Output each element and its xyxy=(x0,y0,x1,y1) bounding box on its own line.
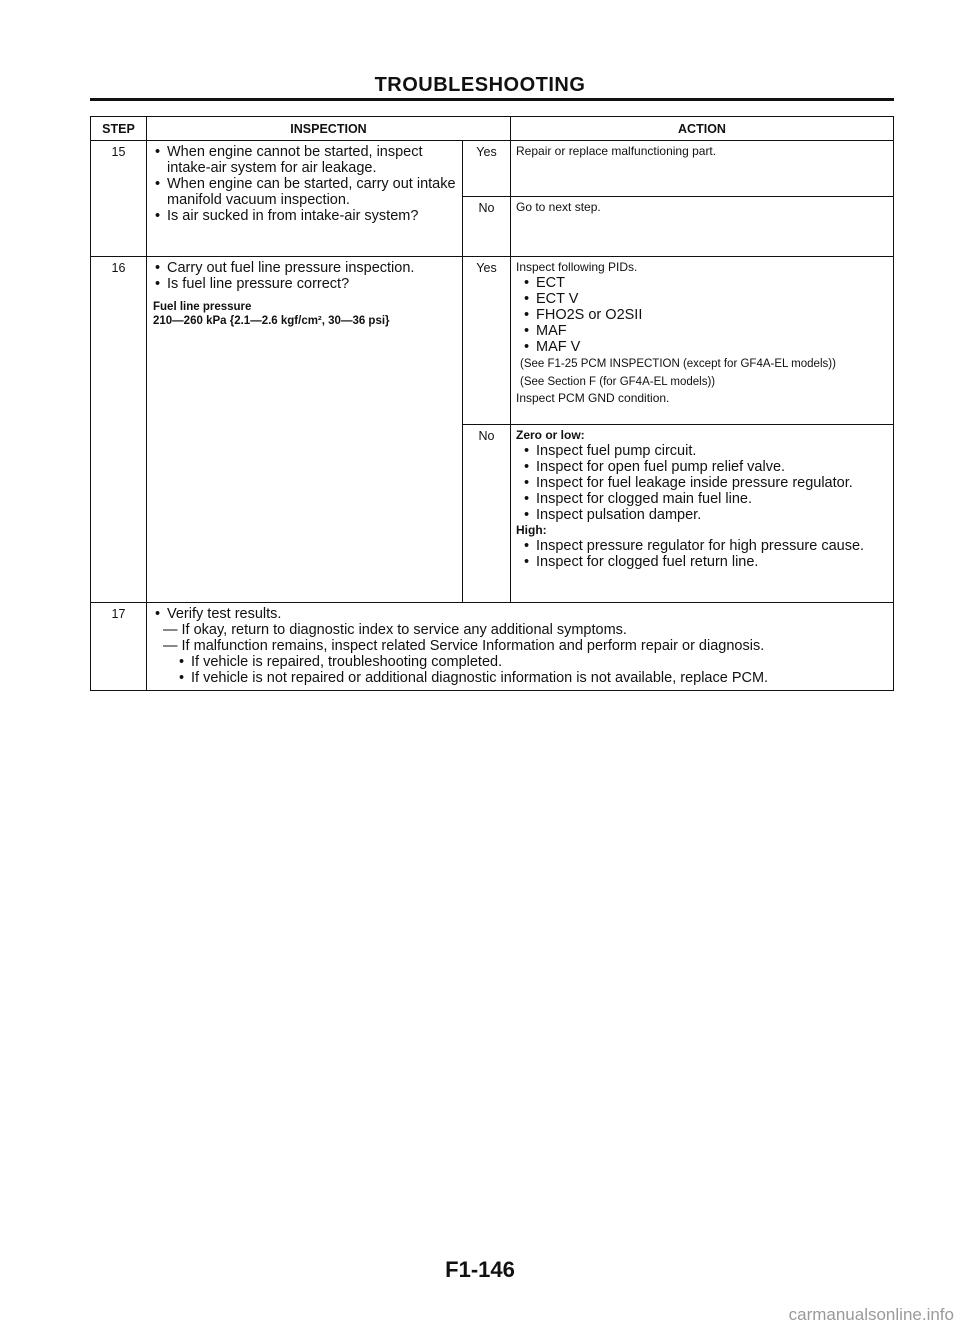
column-header-step: STEP xyxy=(91,117,147,141)
dash-line: — If okay, return to diagnostic index to service any additional symptoms. xyxy=(163,622,627,638)
table-row xyxy=(91,141,894,197)
list-item: • Inspect for clogged fuel return line. xyxy=(522,554,888,570)
spec-value: 210—260 kPa {2.1—2.6 kgf/cm², 30—36 psi} xyxy=(153,315,390,327)
pid-intro: Inspect following PIDs. xyxy=(516,260,638,274)
list-item: • If vehicle is not repaired or additional diagnostic information is not available, replace PCM. xyxy=(177,670,887,686)
table-header-row xyxy=(91,117,894,141)
step-number: 15 xyxy=(91,141,147,257)
step-number: 16 xyxy=(91,257,147,603)
yes-label: Yes xyxy=(463,141,511,197)
page-number: F1-146 xyxy=(445,1257,515,1282)
list-item: • Inspect for clogged main fuel line. xyxy=(522,491,888,507)
list-item: • When engine can be started, carry out intake manifold vacuum inspection. xyxy=(153,176,456,208)
table-row xyxy=(91,257,894,425)
no-label: No xyxy=(463,197,511,257)
list-item: • FHO2S or O2SII xyxy=(522,307,888,323)
list-item: • Is air sucked in from intake-air system? xyxy=(153,208,456,224)
list-item: • ECT xyxy=(522,275,888,291)
no-label: No xyxy=(463,425,511,603)
pid-outro: Inspect PCM GND condition. xyxy=(516,391,670,405)
action-cell xyxy=(511,425,894,603)
list-item: • Inspect for fuel leakage inside pressure regulator. xyxy=(522,475,888,491)
yes-label: Yes xyxy=(463,257,511,425)
list-item: • Inspect fuel pump circuit. xyxy=(522,443,888,459)
reference-note: (See F1-25 PCM INSPECTION (except for GF4A-EL models)) xyxy=(520,358,836,370)
list-item: • Inspect pressure regulator for high pressure cause. xyxy=(522,538,888,554)
column-header-action: ACTION xyxy=(511,117,894,141)
zero-or-low-label: Zero or low: xyxy=(516,428,585,442)
high-label: High: xyxy=(516,523,547,537)
spec-label: Fuel line pressure xyxy=(153,301,252,313)
watermark: carmanualsonline.info xyxy=(788,1305,954,1324)
list-item: • MAF V xyxy=(522,339,888,355)
page-title: TROUBLESHOOTING xyxy=(374,74,586,96)
action-cell: Go to next step. xyxy=(511,197,894,257)
action-cell xyxy=(511,257,894,425)
list-item: • If vehicle is repaired, troubleshooting completed. xyxy=(177,654,887,670)
action-cell: Repair or replace malfunctioning part. xyxy=(511,141,894,197)
list-item: • ECT V xyxy=(522,291,888,307)
list-item: • Verify test results. xyxy=(153,606,887,622)
column-header-inspection: INSPECTION xyxy=(147,117,511,141)
inspection-cell xyxy=(147,603,894,691)
title-rule xyxy=(90,98,894,101)
troubleshooting-table xyxy=(90,116,894,691)
table-row xyxy=(91,603,894,691)
list-item: • Inspect pulsation damper. xyxy=(522,507,888,523)
list-item: • Is fuel line pressure correct? xyxy=(153,276,456,292)
list-item: • Carry out fuel line pressure inspection. xyxy=(153,260,456,276)
pid-list xyxy=(516,275,888,355)
dash-line: — If malfunction remains, inspect related Service Information and perform repair or diagnosis. xyxy=(163,638,765,654)
list-item: • Inspect for open fuel pump relief valve. xyxy=(522,459,888,475)
spec-block xyxy=(153,300,456,328)
inspection-cell xyxy=(147,141,463,257)
list-item: • MAF xyxy=(522,323,888,339)
inspection-cell xyxy=(147,257,463,603)
reference-note: (See Section F (for GF4A-EL models)) xyxy=(520,376,716,388)
list-item: • When engine cannot be started, inspect intake-air system for air leakage. xyxy=(153,144,456,176)
step-number: 17 xyxy=(91,603,147,691)
